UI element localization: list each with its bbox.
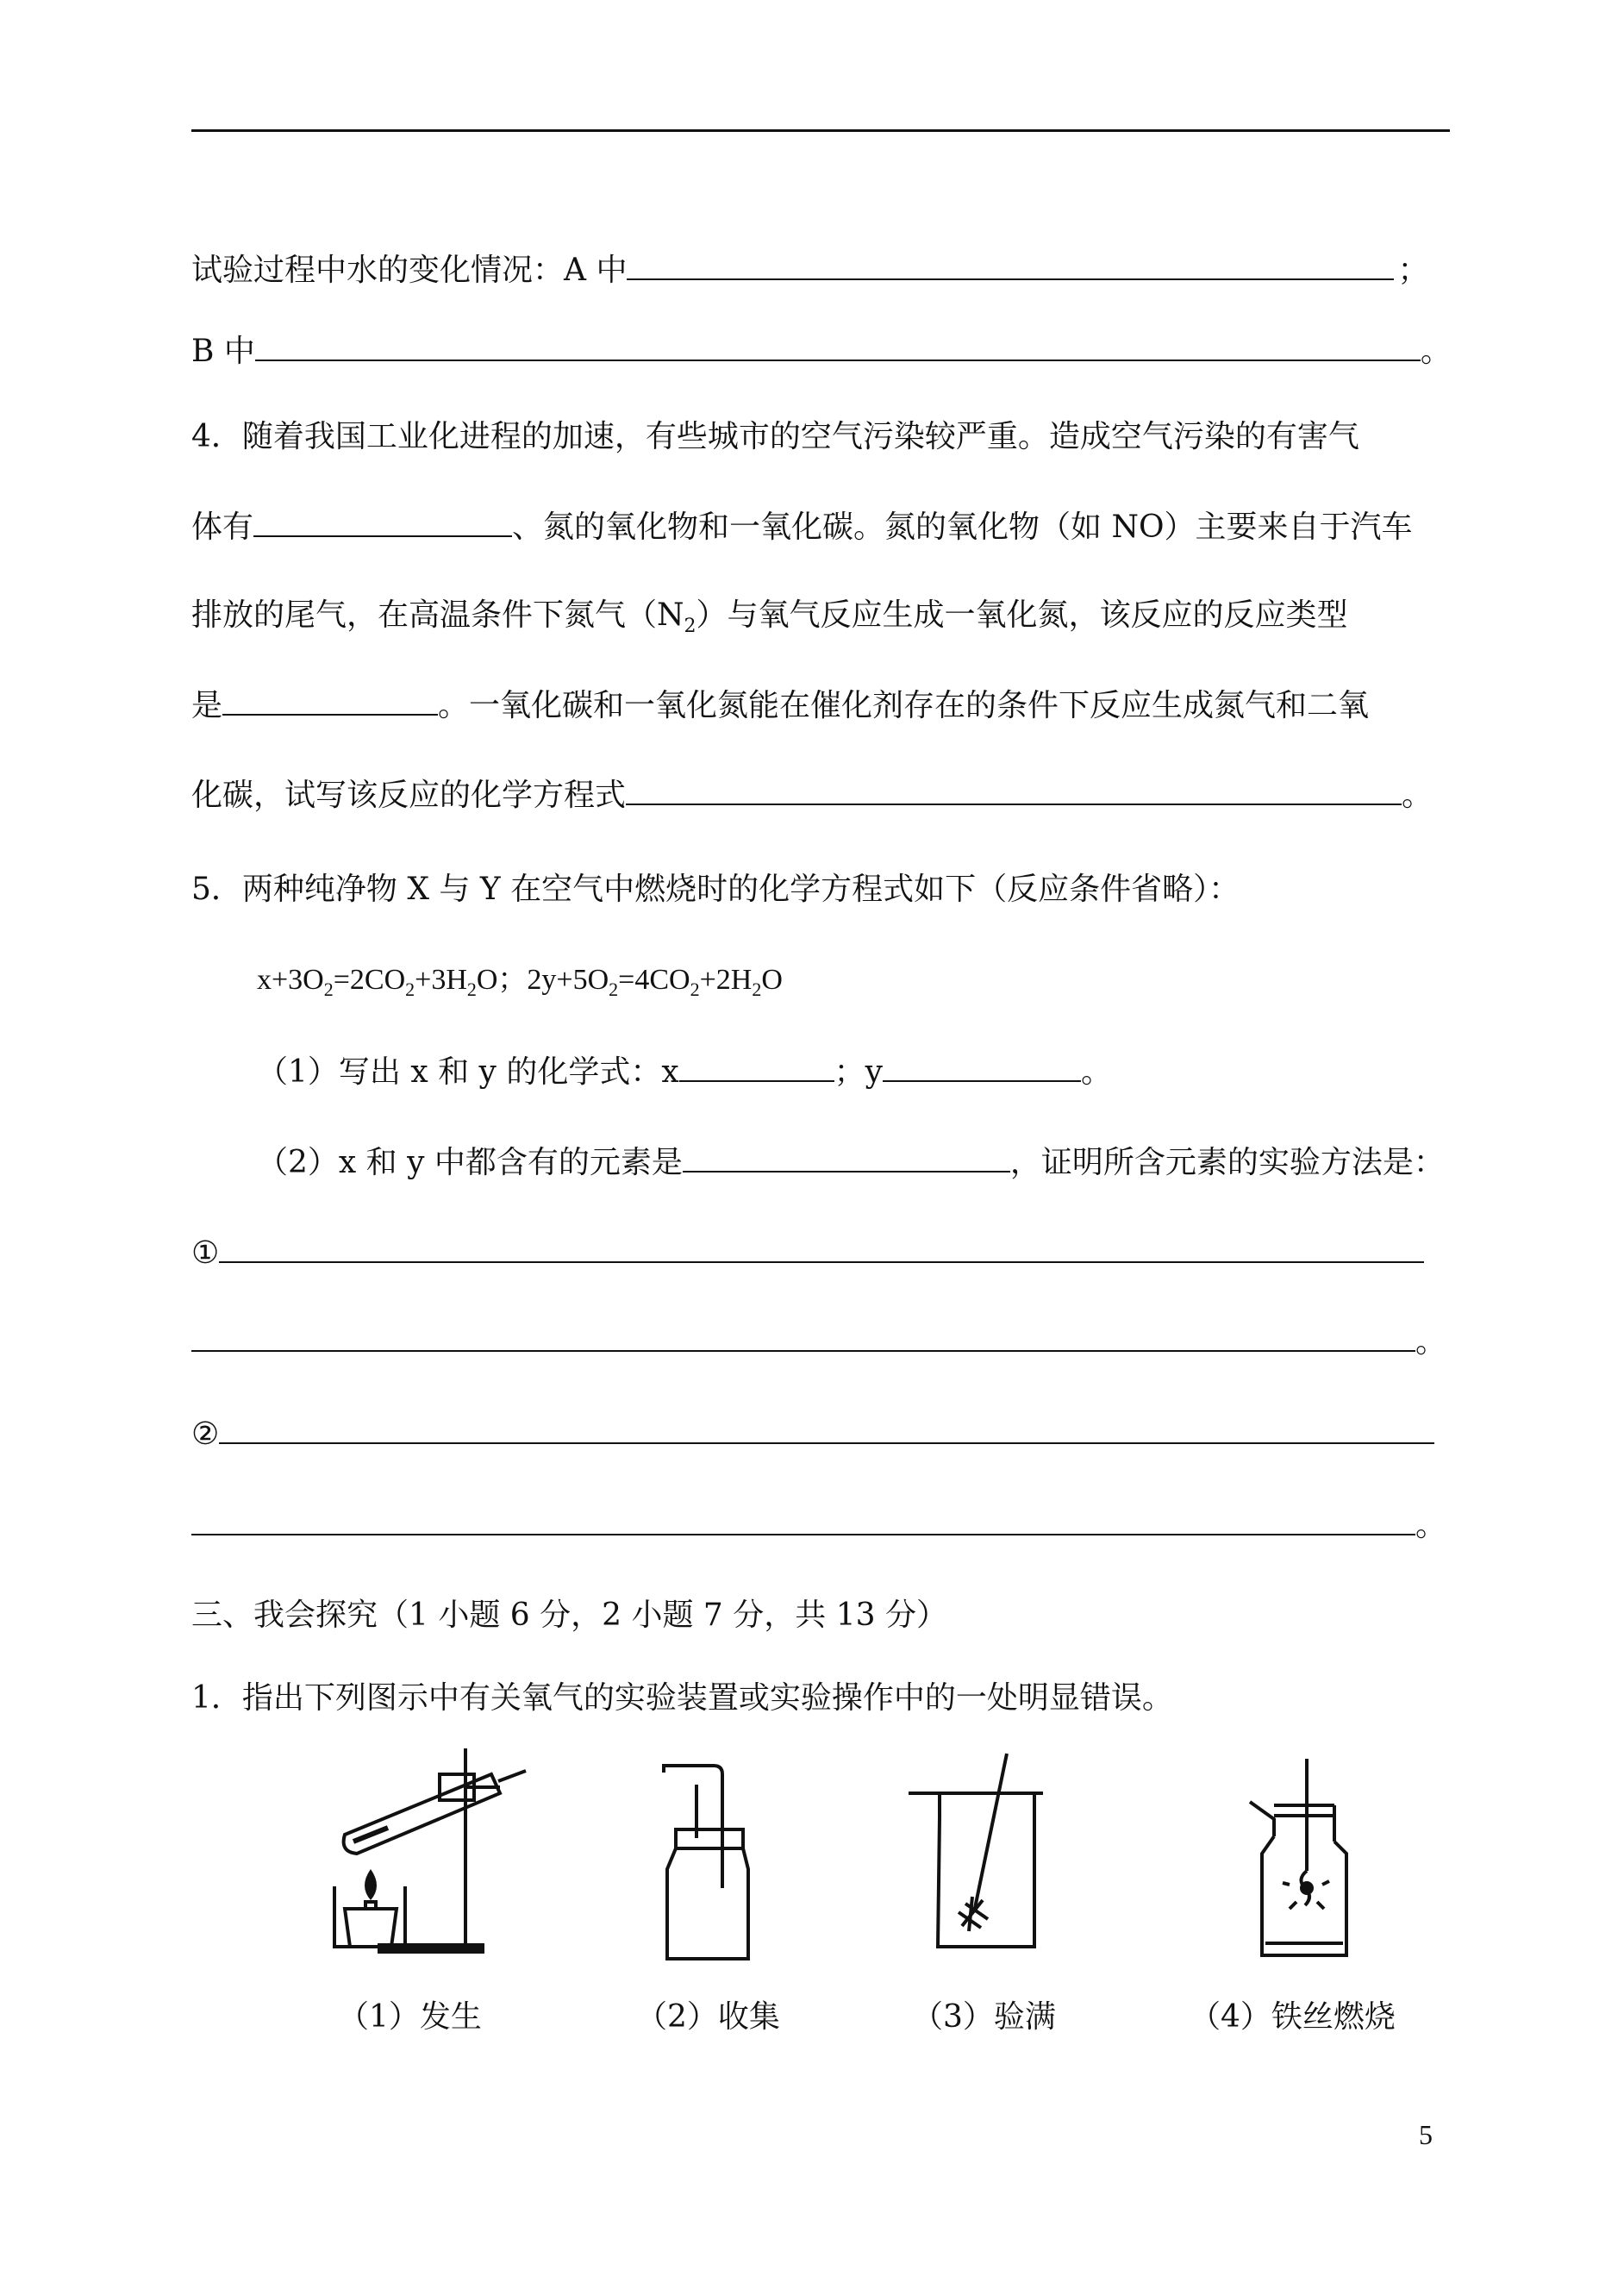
q5-part-1 bbox=[257, 1054, 1112, 1091]
answer-blank-x[interactable] bbox=[679, 1054, 834, 1082]
answer-blank-method-2b[interactable] bbox=[191, 1508, 1415, 1535]
eq-part: O bbox=[761, 964, 783, 996]
eq-part: x+3O bbox=[257, 964, 324, 996]
q3-a-label: 试验过程中水的变化情况：A 中 bbox=[191, 253, 628, 288]
q5-text: （2）x 和 y 中都含有的元素是 bbox=[257, 1145, 683, 1180]
eq-part: O；2y+5O bbox=[476, 964, 609, 996]
subscript: 2 bbox=[609, 978, 619, 1000]
period: 。 bbox=[1415, 1324, 1447, 1360]
q5-equation bbox=[257, 961, 783, 1009]
iron-wire-combustion-figure bbox=[1245, 1759, 1365, 1966]
q3-line-b bbox=[191, 333, 1452, 371]
answer-blank-a[interactable] bbox=[627, 253, 1394, 280]
q4-line-2 bbox=[191, 509, 1412, 547]
period: 。 bbox=[1415, 1508, 1447, 1543]
q4-text: 化碳，试写该反应的化学方程式 bbox=[191, 778, 627, 813]
subscript: 2 bbox=[690, 978, 700, 1000]
answer-blank-method-2a[interactable] bbox=[219, 1416, 1434, 1444]
oxygen-generation-apparatus-figure bbox=[328, 1740, 534, 1964]
section-3-q1: 1．指出下列图示中有关氧气的实验装置或实验操作中的一处明显错误。 bbox=[191, 1680, 1173, 1716]
eq-part: +3H bbox=[415, 964, 467, 996]
answer-blank-method-1b[interactable] bbox=[191, 1324, 1415, 1352]
subscript: 2 bbox=[405, 978, 415, 1000]
q4-text: 。一氧化碳和一氧化氮能在催化剂存在的条件下反应生成氮气和二氧 bbox=[438, 688, 1370, 723]
circle-two-marker: ② bbox=[191, 1416, 220, 1452]
gas-collection-bottle-figure bbox=[646, 1759, 767, 1966]
q4-text: 、氮的氧化物和一氧化碳。氮的氧化物（如 NO）主要来自于汽车 bbox=[512, 510, 1413, 545]
answer-blank-gas[interactable] bbox=[253, 510, 512, 537]
q3-b-suffix: 。 bbox=[1420, 334, 1452, 369]
q3-line-a bbox=[191, 252, 1428, 290]
oxygen-check-full-figure bbox=[905, 1748, 1077, 1955]
q5-text: 。 bbox=[1080, 1054, 1112, 1090]
subscript: 2 bbox=[466, 978, 477, 1000]
answer-blank-y[interactable] bbox=[883, 1054, 1081, 1082]
answer-blank-reaction-type[interactable] bbox=[222, 688, 438, 716]
q4-text: 是 bbox=[191, 688, 223, 723]
q3-b-label: B 中 bbox=[191, 334, 255, 369]
answer-blank-element[interactable] bbox=[683, 1145, 1010, 1173]
method-1-line-a bbox=[191, 1235, 1424, 1273]
q4-line-5 bbox=[191, 777, 1433, 815]
header-rule bbox=[191, 129, 1450, 132]
method-2-line-a bbox=[191, 1416, 1434, 1454]
answer-blank-b[interactable] bbox=[255, 334, 1421, 361]
page-number: 5 bbox=[1419, 2119, 1433, 2150]
method-2-line-b bbox=[191, 1507, 1446, 1545]
caption-collection: （2）收集 bbox=[636, 1999, 780, 2035]
method-1-line-b bbox=[191, 1323, 1446, 1361]
q3-a-suffix: ； bbox=[1397, 253, 1429, 288]
q4-line-1: 4．随着我国工业化进程的加速，有些城市的空气污染较严重。造成空气污染的有害气 bbox=[191, 419, 1359, 454]
q5-text: ，证明所含元素的实验方法是： bbox=[1009, 1145, 1445, 1180]
q4-text: ）与氧气反应生成一氧化氮，该反应的反应类型 bbox=[696, 597, 1348, 633]
circle-one-marker: ① bbox=[191, 1235, 220, 1271]
q4-text: 。 bbox=[1402, 778, 1433, 813]
caption-check-full: （3）验满 bbox=[912, 1999, 1056, 2035]
subscript: 2 bbox=[323, 978, 334, 1000]
q5-line-1: 5．两种纯净物 X 与 Y 在空气中燃烧时的化学方程式如下（反应条件省略）： bbox=[191, 872, 1240, 907]
q5-text: ；y bbox=[834, 1054, 883, 1090]
eq-part: +2H bbox=[699, 964, 753, 996]
caption-generation: （1）发生 bbox=[338, 1999, 482, 2035]
caption-iron-wire: （4）铁丝燃烧 bbox=[1190, 1999, 1396, 2035]
eq-part: =2CO bbox=[333, 964, 406, 996]
subscript: 2 bbox=[752, 978, 762, 1000]
subscript: 2 bbox=[684, 616, 696, 638]
answer-blank-method-1a[interactable] bbox=[219, 1235, 1424, 1263]
section-3-heading: 三、我会探究（1 小题 6 分，2 小题 7 分，共 13 分） bbox=[191, 1598, 947, 1633]
eq-part: =4CO bbox=[618, 964, 690, 996]
q4-text: 排放的尾气，在高温条件下氮气（N bbox=[191, 597, 684, 633]
q5-part-2 bbox=[257, 1144, 1445, 1182]
answer-blank-equation[interactable] bbox=[626, 778, 1402, 805]
q4-line-4 bbox=[191, 687, 1369, 725]
q4-line-3 bbox=[191, 597, 1348, 646]
q5-text: （1）写出 x 和 y 的化学式：x bbox=[257, 1054, 679, 1090]
q4-text: 体有 bbox=[191, 510, 254, 545]
